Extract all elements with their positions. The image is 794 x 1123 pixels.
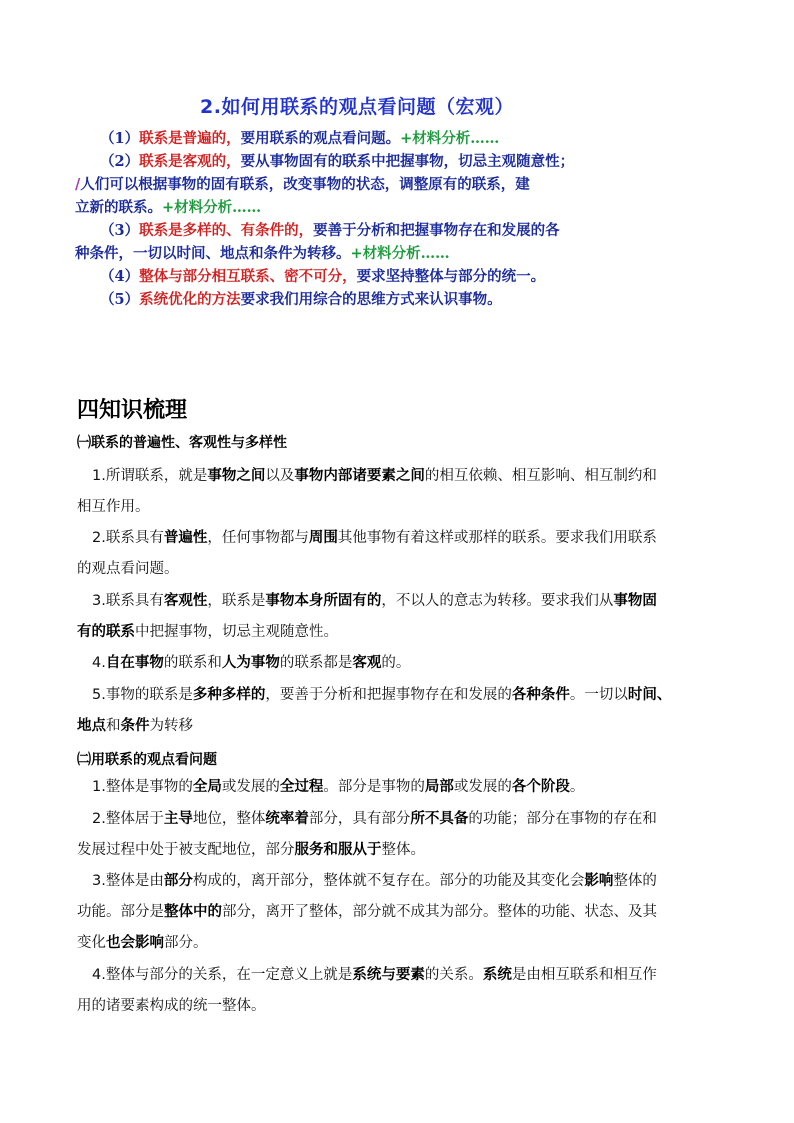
text: 要从事物固有的联系中把握事物，切忌主观随意性； bbox=[240, 153, 575, 170]
bold-term: 整体中的 bbox=[164, 904, 222, 920]
highlight-red: 整体与部分相互联系、密不可分， bbox=[139, 268, 357, 285]
text: 相互作用。 bbox=[77, 499, 150, 515]
item-number: （4） bbox=[100, 268, 140, 285]
text: 要善于分析和把握事物存在和发展的各 bbox=[313, 222, 560, 239]
paragraph-1 bbox=[77, 461, 727, 523]
text: 的。 bbox=[381, 655, 411, 671]
bold-term: 时间、 bbox=[627, 687, 672, 703]
text: 5.事物的联系是 bbox=[92, 687, 193, 703]
text: 地位，整体 bbox=[192, 811, 266, 827]
item-number: （3） bbox=[100, 222, 140, 239]
text: 1.所谓联系，就是 bbox=[92, 468, 208, 484]
text: 的功能；部分在事物的存在和 bbox=[468, 811, 657, 827]
box-line-2 bbox=[100, 150, 610, 173]
box-line-5 bbox=[100, 219, 610, 242]
text: 发展过程中处于被支配地位，部分 bbox=[77, 842, 295, 858]
bold-term: 客观 bbox=[352, 655, 382, 671]
text: 3.联系具有 bbox=[92, 593, 164, 609]
bold-term: 多种多样的 bbox=[192, 687, 266, 703]
text: 变化 bbox=[77, 935, 106, 951]
highlight-red: 系统优化的方法 bbox=[139, 291, 241, 308]
text: 是由相互联系和相互作 bbox=[511, 967, 657, 983]
text: 人们可以根据事物的固有联系，改变事物的状态，调整原有的联系，建 bbox=[80, 176, 530, 193]
text: 以及 bbox=[265, 468, 295, 484]
bold-term: 系统与要素 bbox=[352, 967, 425, 983]
text: 3.整体是由 bbox=[92, 873, 164, 889]
text: 部分，具有部分 bbox=[308, 811, 411, 827]
text: 4.整体与部分的关系，在一定意义上就是 bbox=[92, 967, 353, 983]
text: 部分，离开了整体，部分就不成其为部分。整体的功能、状态、及其 bbox=[222, 904, 657, 920]
text: 为转移 bbox=[149, 718, 193, 734]
text: ，联系是 bbox=[207, 593, 266, 609]
bold-term: 局部 bbox=[424, 779, 454, 795]
material-analysis: +材料分析…… bbox=[350, 245, 450, 262]
highlight-red: 联系是多样的、有条件的， bbox=[139, 222, 314, 239]
text: 的关系。 bbox=[424, 967, 483, 983]
text: 4. bbox=[92, 655, 106, 671]
bold-term: 事物内部诸要素之间 bbox=[294, 468, 425, 484]
bold-term: 全局 bbox=[192, 779, 222, 795]
material-analysis: +材料分析…… bbox=[400, 130, 500, 147]
text: 其他事物有着这样或那样的联系。要求我们用联系 bbox=[337, 530, 657, 546]
text: 或发展的 bbox=[221, 779, 280, 795]
text: 。一切以 bbox=[569, 687, 628, 703]
text: 立新的联系。 bbox=[75, 199, 162, 216]
text: 功能。部分是 bbox=[77, 904, 164, 920]
paragraph-5 bbox=[77, 680, 727, 742]
text: 2.联系具有 bbox=[92, 530, 164, 546]
paragraph-6 bbox=[77, 772, 727, 803]
item-number: （5） bbox=[100, 291, 140, 308]
highlight-red: 联系是客观的， bbox=[139, 153, 241, 170]
paragraph-4 bbox=[77, 648, 727, 679]
text: 整体的 bbox=[613, 873, 657, 889]
text: 的联系都是 bbox=[279, 655, 353, 671]
bold-term: 影响 bbox=[584, 873, 614, 889]
paragraph-9 bbox=[77, 960, 727, 1022]
text: 要用联系的观点看问题。 bbox=[240, 130, 401, 147]
material-analysis: +材料分析…… bbox=[162, 199, 262, 216]
box-line-3 bbox=[75, 173, 585, 196]
box-line-6 bbox=[75, 242, 585, 265]
box-line-1 bbox=[100, 127, 610, 150]
subheading-1: ㈠联系的普遍性、客观性与多样性 bbox=[77, 435, 287, 451]
subheading-2: ㈡用联系的观点看问题 bbox=[77, 752, 217, 768]
text: 和 bbox=[106, 718, 121, 734]
section-title: 2.如何用联系的观点看问题（宏观） bbox=[200, 96, 514, 118]
bold-term: 地点 bbox=[77, 718, 106, 734]
highlight-red: 联系是普遍的， bbox=[139, 130, 241, 147]
paragraph-3 bbox=[77, 586, 727, 648]
bold-term: 各个阶段 bbox=[511, 779, 570, 795]
paragraph-8 bbox=[77, 866, 727, 959]
bold-term: 普遍性 bbox=[163, 530, 208, 546]
text: 构成的，离开部分，整体就不复存在。部分的功能及其变化会 bbox=[192, 873, 585, 889]
bold-term: 自在事物 bbox=[105, 655, 164, 671]
text: 或发展的 bbox=[453, 779, 512, 795]
text: ，不以人的意志为转移。要求我们从 bbox=[381, 593, 614, 609]
text: 。 bbox=[569, 779, 585, 795]
bold-term: 条件 bbox=[120, 718, 150, 734]
text: 2.整体居于 bbox=[92, 811, 164, 827]
paragraph-2 bbox=[77, 523, 727, 585]
bold-term: 客观性 bbox=[163, 593, 208, 609]
bold-term: 事物固 bbox=[613, 593, 657, 609]
text: 部分。 bbox=[164, 935, 208, 951]
bold-term: 部分 bbox=[163, 873, 193, 889]
box-line-4 bbox=[75, 196, 585, 219]
bold-term: 也会影响 bbox=[106, 935, 164, 951]
box-line-8 bbox=[100, 288, 610, 311]
text: 的联系和 bbox=[163, 655, 222, 671]
text: 。部分是事物的 bbox=[323, 779, 425, 795]
text: ，任何事物都与 bbox=[207, 530, 309, 546]
bold-term: 各种条件 bbox=[511, 687, 570, 703]
slash-mark: / bbox=[75, 176, 81, 193]
item-number: （2） bbox=[100, 153, 140, 170]
bold-term: 有的联系 bbox=[77, 624, 135, 640]
text: 种条件，一切以时间、地点和条件为转移。 bbox=[75, 245, 351, 262]
bold-term: 主导 bbox=[163, 811, 193, 827]
knowledge-heading: 四知识梳理 bbox=[77, 398, 188, 423]
bold-term: 统率着 bbox=[265, 811, 309, 827]
paragraph-7 bbox=[77, 804, 727, 866]
bold-term: 全过程 bbox=[279, 779, 324, 795]
text: 要求坚持整体与部分的统一。 bbox=[356, 268, 546, 285]
item-number: （1） bbox=[100, 130, 140, 147]
bold-term: 所不具备 bbox=[410, 811, 469, 827]
bold-term: 周围 bbox=[308, 530, 338, 546]
text: 要求我们用综合的思维方式来认识事物。 bbox=[240, 291, 502, 308]
bold-term: 系统 bbox=[482, 967, 512, 983]
box-line-7 bbox=[100, 265, 610, 288]
bold-term: 人为事物 bbox=[221, 655, 280, 671]
text: ，要善于分析和把握事物存在和发展的 bbox=[265, 687, 512, 703]
text: 整体。 bbox=[381, 842, 425, 858]
text: 的相互依赖、相互影响、相互制约和 bbox=[424, 468, 657, 484]
text: 中把握事物，切忌主观随意性。 bbox=[135, 624, 338, 640]
bold-term: 事物之间 bbox=[207, 468, 266, 484]
bold-term: 事物本身所固有的 bbox=[265, 593, 382, 609]
text: 用的诸要素构成的统一整体。 bbox=[77, 998, 266, 1014]
bold-term: 服务和服从于 bbox=[294, 842, 382, 858]
text: 1.整体是事物的 bbox=[92, 779, 193, 795]
text: 的观点看问题。 bbox=[77, 561, 179, 577]
